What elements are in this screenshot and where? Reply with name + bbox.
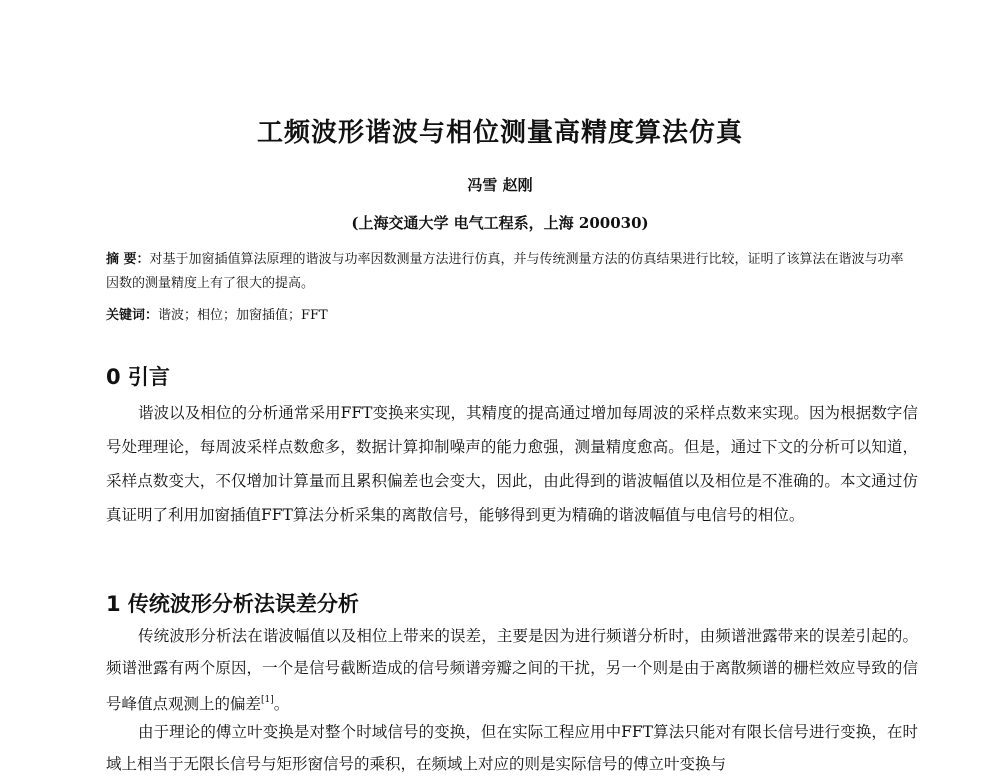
section-1-paragraph-1-end: 。: [273, 695, 290, 713]
keywords-label: 关键词：: [106, 308, 159, 323]
section-1-heading: 1 传统波形分析法误差分析: [106, 592, 359, 616]
authors: 冯雪 赵刚: [467, 176, 533, 194]
keywords: [106, 304, 916, 328]
abstract-text: 对基于加窗插值算法原理的谐波与功率因数测量方法进行仿真，并与传统测量方法的仿真结果进行比较，证明了该算法在谐波与功率因数的测量精度上有了很大的提高。: [106, 252, 904, 291]
paper-title: 工频波形谐波与相位测量高精度算法仿真: [256, 118, 743, 148]
affiliation: (上海交通大学 电气工程系，上海 200030): [351, 214, 649, 232]
keywords-text: 谐波；相位；加窗插值；FFT: [158, 308, 328, 323]
abstract: [106, 248, 916, 296]
abstract-label: 摘 要：: [106, 252, 150, 267]
section-0-heading: 0 引言: [106, 365, 170, 389]
section-1-paragraph-2: 由于理论的傅立叶变换是对整个时域信号的变换，但在实际工程应用中FFT算法只能对有限长信号进行变换，在时域上相当于无限长信号与矩形窗信号的乘积，在频域上对应的则是实际信号的傅立叶变换与: [106, 723, 918, 773]
citation-1: [1]: [261, 695, 274, 705]
section-1-paragraph-1: [106, 620, 918, 720]
section-1-paragraph-1-text: 传统波形分析法在谐波幅值以及相位上带来的误差，主要是因为进行频谱分析时，由频谱泄露带来的误差引起的。频谱泄露有两个原因，一个是信号截断造成的信号频谱旁瓣之间的干扰，另一个则是由于离散频谱的栅栏效应导致的信号峰值点观测上的偏差: [106, 627, 918, 713]
section-0-paragraph: 谐波以及相位的分析通常采用FFT变换来实现，其精度的提高通过增加每周波的采样点数来实现。因为根据数字信号处理理论，每周波采样点数愈多，数据计算抑制噪声的能力愈强，测量精度愈高。但是，通过下文的分析可以知道，采样点数变大，不仅增加计算量而且累积偏差也会变大，因此，由此得到的谐波幅值以及相位是不准确的。本文通过仿真证明了利用加窗插值FFT算法分析采集的离散信号，能够得到更为精确的谐波幅值与电信号的相位。: [106, 404, 918, 524]
